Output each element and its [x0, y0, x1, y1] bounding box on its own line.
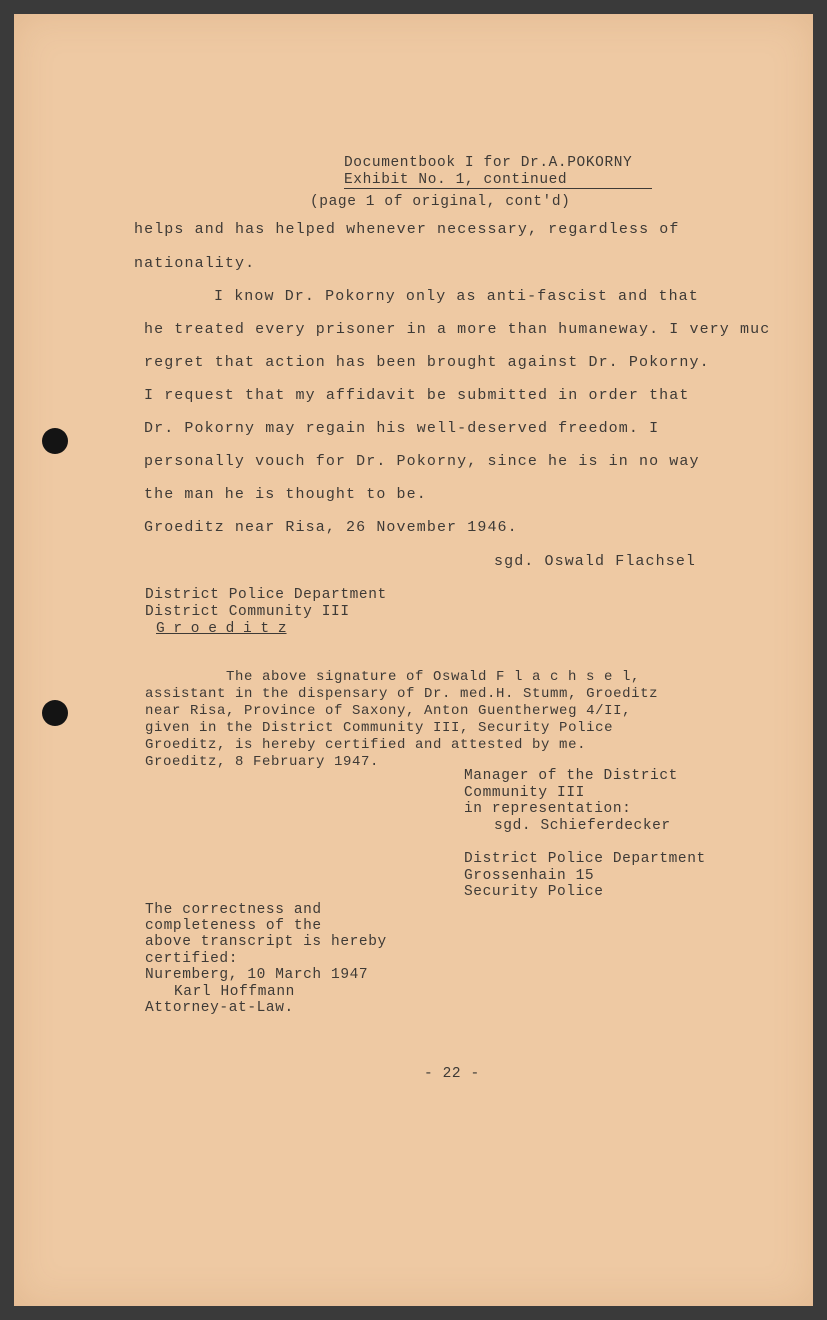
security-line-2: Grossenhain 15 — [464, 868, 595, 884]
affiant-signature: sgd. Oswald Flachsel — [494, 553, 697, 570]
transcript-line-1: The correctness and — [145, 902, 322, 918]
documentbook-title: Documentbook I for Dr.A.POKORNY — [344, 155, 633, 171]
certification-line-2: assistant in the dispensary of Dr. med.H. Stumm, Groeditz — [145, 686, 659, 702]
district-line-1: District Police Department — [145, 587, 387, 603]
certification-line-6: Groeditz, 8 February 1947. — [145, 754, 380, 770]
page-reference: (page 1 of original, cont'd) — [310, 194, 571, 210]
transcript-line-4: certified: — [145, 951, 239, 967]
certification-line-4: given in the District Community III, Security Police — [145, 720, 614, 736]
document-page — [14, 14, 813, 1306]
manager-signature: sgd. Schieferdecker — [494, 818, 671, 834]
transcript-line-5: Nuremberg, 10 March 1947 — [145, 967, 369, 983]
page-number: - 22 - — [424, 1066, 480, 1082]
body-line-5: regret that action has been brought against Dr. Pokorny. — [144, 354, 710, 371]
body-line-2: nationality. — [134, 255, 256, 272]
security-line-1: District Police Department — [464, 851, 706, 867]
district-line-2: District Community III — [145, 604, 350, 620]
district-line-3: G r o e d i t z — [156, 621, 287, 637]
certification-line-3: near Risa, Province of Saxony, Anton Guentherweg 4/II, — [145, 703, 632, 719]
body-line-9: the man he is thought to be. — [144, 486, 427, 503]
certification-line-1: The above signature of Oswald F l a c h s e l, — [226, 669, 641, 685]
body-line-10: Groeditz near Risa, 26 November 1946. — [144, 519, 518, 536]
body-line-8: personally vouch for Dr. Pokorny, since he is in no way — [144, 453, 700, 470]
manager-line-1: Manager of the District — [464, 768, 678, 784]
transcript-line-6: Karl Hoffmann — [174, 984, 295, 1000]
punch-hole-bottom — [42, 700, 68, 726]
transcript-line-2: completeness of the — [145, 918, 322, 934]
punch-hole-top — [42, 428, 68, 454]
transcript-line-3: above transcript is hereby — [145, 934, 387, 950]
security-line-3: Security Police — [464, 884, 604, 900]
body-line-4: he treated every prisoner in a more than humaneway. I very muc — [144, 321, 771, 338]
body-line-7: Dr. Pokorny may regain his well-deserved freedom. I — [144, 420, 660, 437]
certification-line-5: Groeditz, is hereby certified and attested by me. — [145, 737, 587, 753]
transcript-line-7: Attorney-at-Law. — [145, 1000, 294, 1016]
manager-line-2: Community III — [464, 785, 585, 801]
manager-line-3: in representation: — [464, 801, 632, 817]
body-line-3: I know Dr. Pokorny only as anti-fascist and that — [214, 288, 699, 305]
body-line-6: I request that my affidavit be submitted in order that — [144, 387, 690, 404]
body-line-1: helps and has helped whenever necessary, regardless of — [134, 221, 680, 238]
exhibit-line: Exhibit No. 1, continued — [344, 172, 652, 189]
